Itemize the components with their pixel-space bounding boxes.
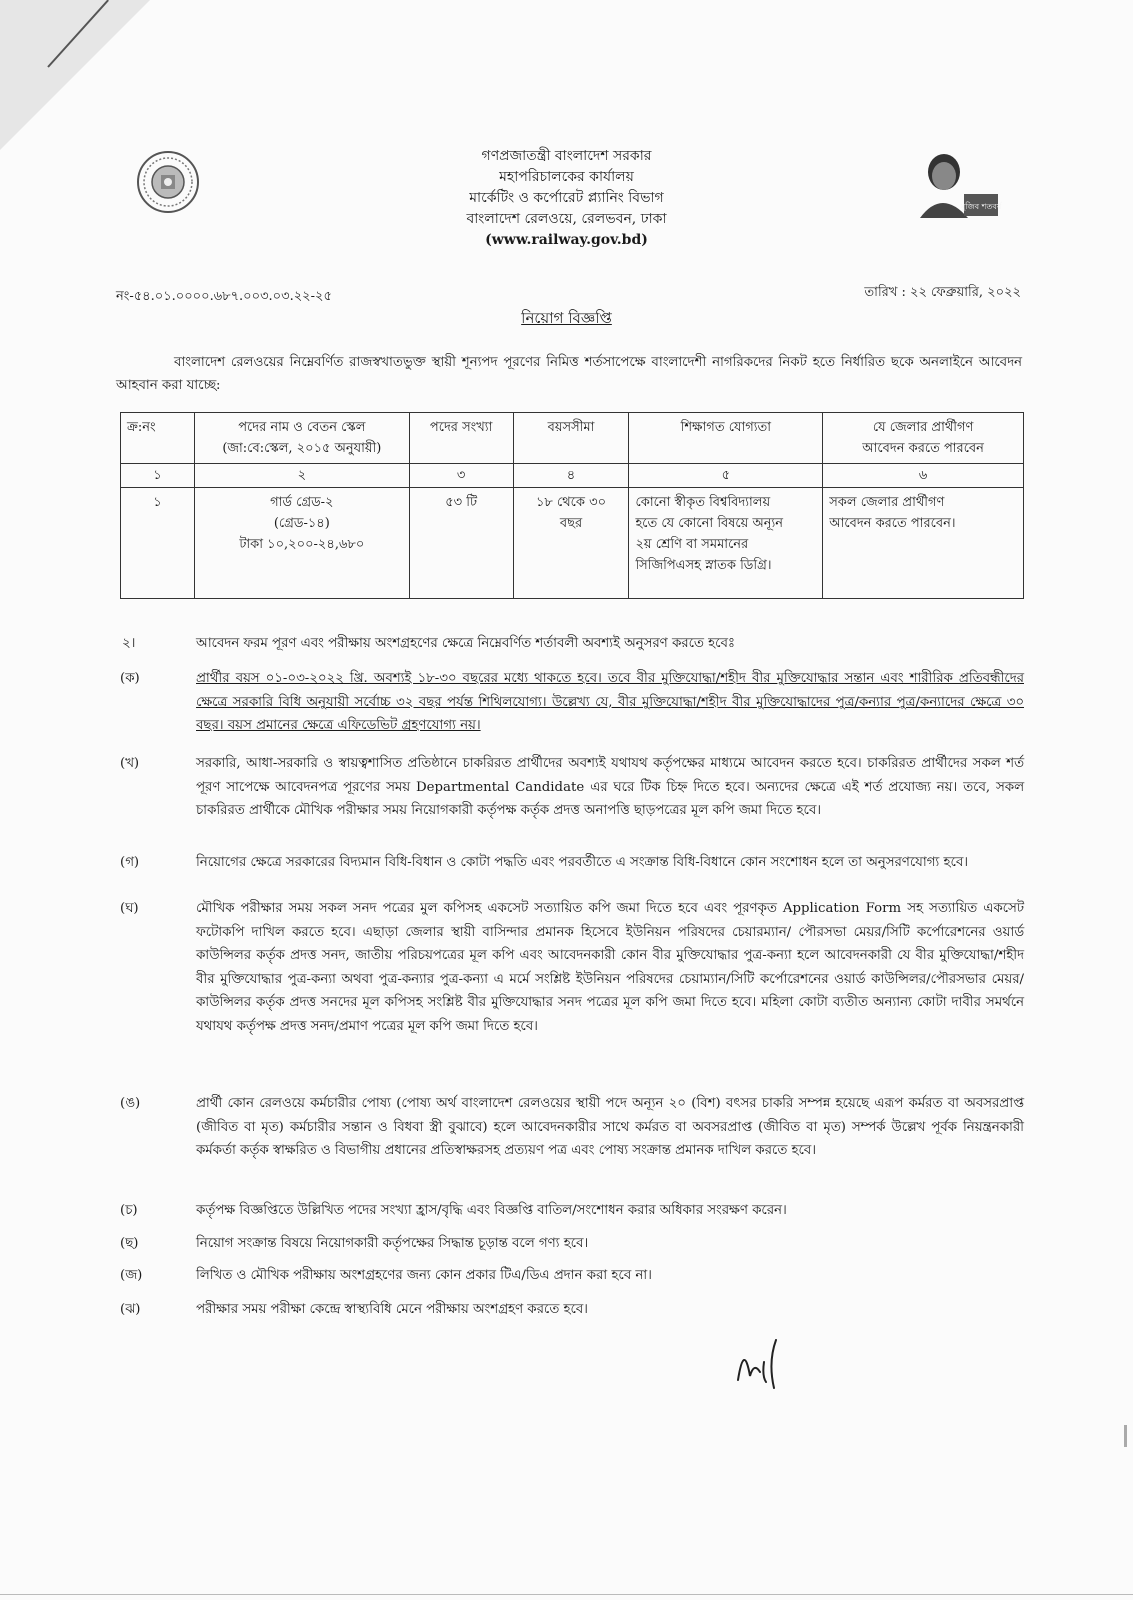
education-line: ২য় শ্রেণি বা সমমানের [635,537,749,552]
education-line: সিজিপিএসহ স্নাতক ডিগ্রি। [635,558,772,573]
table-cell: ৫ [629,464,823,488]
condition-item [120,1092,1024,1163]
condition-item [120,1298,1024,1322]
condition-text: নিয়োগের ক্ষেত্রে সরকারের বিদ্যমান বিধি-বিধান ও কোটা পদ্ধতি এবং পরবর্তীতে এ সংক্রান্ত বিধি-বিধানে কোন সংশোধন হলে তা অনুসরণযোগ্য হবে। [196,855,968,870]
table-cell: ৪ [513,464,629,488]
condition-item [120,851,1024,875]
header-pay-scale: (জা:বে:স্কেল, ২০১৫ অনুযায়ী) [222,441,382,456]
condition-text: পরীক্ষার সময় পরীক্ষা কেন্দ্রে স্বাস্থ্যবিধি মেনে পরীক্ষায় অংশগ্রহণ করতে হবে। [196,1302,588,1317]
condition-text: লিখিত ও মৌখিক পরীক্ষায় অংশগ্রহণের জন্য কোন প্রকার টিএ/ডিএ প্রদান করা হবে না। [196,1268,652,1283]
age-unit: বছর [559,516,583,531]
table-header-row [121,413,1024,464]
condition-label: (চ) [120,1203,138,1218]
condition-item [120,752,1024,823]
scan-edge-mark [1124,1425,1127,1447]
condition-item [120,1264,1024,1288]
signature-mark [730,1332,800,1392]
header-cell-district [823,413,1024,464]
education-line: কোনো স্বীকৃত বিশ্ববিদ্যালয় [635,495,771,510]
notice-title: নিয়োগ বিজ্ঞপ্তি [521,309,612,327]
condition-label: (ঘ) [120,901,139,916]
post-name: গার্ড গ্রেড-২ [270,495,334,510]
table-row [121,488,1024,599]
header-district-line: যে জেলার প্রার্থীগণ [872,420,974,435]
post-grade: (গ্রেড-১৪) [273,516,330,531]
row-count: ৫৩ টি [409,488,513,599]
portrait-caption: মুজিব শতবর্ষ [960,202,1002,211]
header-post-name: পদের নাম ও বেতন স্কেল [238,420,366,435]
condition-text: সরকারি, আধা-সরকারি ও স্বায়ত্বশাসিত প্রতিষ্ঠানে চাকরিরত প্রার্থীদের অবশ্যই যথাযথ কর্তৃপক্ষের মাধ্যমে আবেদন করতে হবে। চাকরিরত প্রার্থীদের সকল শর্ত পূরণ সাপেক্ষে আবেদনপত্র পূরণের সময় Departmental Candidate এর ঘরে টিক চিহ্ন দিতে হবে। অন্যদের ক্ষেত্রে এই শর্ত প্রযোজ্য নয়। তবে, সকল চাকরিরত প্রার্থীকে মৌখিক পরীক্ষার সময় নিয়োগকারী কর্তৃপক্ষ কর্তৃক প্রদত্ত অনাপত্তি ছাড়পত্রের মূল কপি জমা দিতে হবে। [196,756,1024,818]
intro-paragraph: বাংলাদেশ রেলওয়ের নিম্নেবর্ণিত রাজস্বখাতভুক্ত স্থায়ী শূন্যপদ পূরণের নিমিত্ত শর্তসাপেক্ষে বাংলাদেশী নাগরিকদের নিকট হতে নির্ধারিত ছকে অনলাইনে আবেদন আহবান করা যাচ্ছে: [116,355,1022,393]
condition-label: (ঝ) [120,1302,141,1317]
website-link[interactable]: (www.railway.gov.bd) [485,232,648,248]
header-cell-education: শিক্ষাগত যোগ্যতা [629,413,823,464]
office-header [0,146,1133,251]
row-age [513,488,629,599]
condition-label: (গ) [120,855,140,870]
notice-date: তারিখ : ২২ ফেব্রুয়ারি, ২০২২ [864,285,1021,300]
condition-label: (ক) [120,671,140,686]
memo-number: নং-৫৪.০১.০০০০.৬৮৭.০০৩.০৩.২২-২৫ [116,289,332,304]
header-cell-age: বয়সসীমা [513,413,629,464]
condition-label: (ছ) [120,1236,139,1251]
district-line: সকল জেলার প্রার্থীগণ [829,495,945,510]
header-cell-count: পদের সংখ্যা [409,413,513,464]
condition-label: (খ) [120,756,140,771]
row-district [823,488,1024,599]
table-number-row [121,464,1024,488]
district-line: আবেদন করতে পারবেন। [829,516,956,531]
header-line: গণপ্রজাতন্ত্রী বাংলাদেশ সরকার [481,148,652,164]
vacancy-table [120,412,1024,599]
table-cell: ১ [121,464,195,488]
condition-label: (ঙ) [120,1096,141,1111]
page-fold-corner [0,0,150,150]
condition-text: নিয়োগ সংক্রান্ত বিষয়ে নিয়োগকারী কর্তৃপক্ষের সিদ্ধান্ত চূড়ান্ত বলে গণ্য হবে। [196,1236,589,1251]
row-serial: ১ [121,488,195,599]
table-cell: ২ [194,464,409,488]
condition-item [120,1232,1024,1256]
header-district-line: আবেদন করতে পারবেন [862,441,984,456]
row-education [629,488,823,599]
scan-bottom-edge [0,1594,1133,1595]
condition-label: (জ) [120,1268,143,1283]
header-line: বাংলাদেশ রেলওয়ে, রেলভবন, ঢাকা [466,211,667,227]
post-pay: টাকা ১০,২০০-২৪,৬৮০ [239,537,365,552]
education-line: হতে যে কোনো বিষয়ে অন্যূন [635,516,783,531]
header-cell-serial: ক্র:নং [121,413,195,464]
row-post [194,488,409,599]
header-cell-post [194,413,409,464]
header-line: মার্কেটিং ও কর্পোরেট প্ল্যানিং বিভাগ [469,190,664,206]
section-heading: আবেদন ফরম পূরণ এবং পরীক্ষায় অংশগ্রহণের ক্ষেত্রে নিম্নেবর্ণিত শর্তাবলী অবশ্যই অনুসরণ করতে হবেঃ [196,636,735,651]
condition-text: মৌখিক পরীক্ষার সময় সকল সনদ পত্রের মুল কপিসহ একসেট সত্যায়িত কপি জমা দিতে হবে এবং পূরণকৃত Application Form সহ সত্যায়িত একসেট ফটোকপি দাখিল করতে হবে। এছাড়া জেলার স্থায়ী বাসিন্দার প্রমানক হিসেবে ইউনিয়ন পরিষদের চেয়ারম্যান/ পৌরসভা মেয়র/সিটি কর্পোরেশনের ওয়ার্ড কাউন্সিলর কর্তৃক প্রদত্ত সনদ, জাতীয় পরিচয়পত্রের মূল কপি এবং আবেদনকারী কোন বীর মুক্তিযোদ্ধার পুত্র-কন্যা হলে আবেদনকারী যে বীর মুক্তিযোদ্ধা/শহীদ বীর মুক্তিযোদ্ধার পুত্র-কন্যা অথবা পুত্র-কন্যার পুত্র-কন্যা এ মর্মে সংশ্লিষ্ট ইউনিয়ন পরিষদের চেয়াম্যান/সিটি কর্পোরেশনের ওয়ার্ড কাউন্সিলর/পৌরসভার মেয়র/কাউন্সিলর কর্তৃক প্রদত্ত সনদের মূল কপিসহ সংশ্লিষ্ট বীর মুক্তিযোদ্ধার সনদ পত্রের মূল কপি জমা দিতে হবে। মহিলা কোটা ব্যতীত অন্যান্য কোটা দাবীর সমর্থনে যথাযথ কর্তৃপক্ষ প্রদত্ত সনদ/প্রমাণ পত্রের মূল কপি জমা দিতে হবে। [196,901,1024,1034]
condition-text: প্রার্থীর বয়স ০১-০৩-২০২২ খ্রি. অবশ্যই ১৮-৩০ বছরের মধ্যে থাকতে হবে। তবে বীর মুক্তিযোদ্ধা/শহীদ বীর মুক্তিযোদ্ধার সন্তান এবং শারীরিক প্রতিবন্ধীদের ক্ষেত্রে সরকারি বিধি অনুযায়ী সর্বোচ্চ ৩২ বছর পর্যন্ত শিথিলযোগ্য। উল্লেখ্য যে, বীর মুক্তিযোদ্ধা/শহীদ বীর মুক্তিযোদ্ধাদের পুত্র/কন্যার পুত্র/কন্যাদের ক্ষেত্রে ৩০ বছর। বয়স প্রমানের ক্ষেত্রে এফিডেভিট গ্রহণযোগ্য নয়। [196,671,1024,733]
table-cell: ৬ [823,464,1024,488]
condition-item [120,667,1024,738]
age-range: ১৮ থেকে ৩০ [535,495,607,510]
condition-text: কর্তৃপক্ষ বিজ্ঞপ্তিতে উল্লিখিত পদের সংখ্যা হ্রাস/বৃদ্ধি এবং বিজ্ঞপ্তি বাতিল/সংশোধন করার অধিকার সংরক্ষণ করেন। [196,1203,787,1218]
condition-item [120,1199,1024,1223]
header-line: মহাপরিচালকের কার্যালয় [499,169,634,185]
condition-text: প্রার্থী কোন রেলওয়ে কর্মচারীর পোষ্য (পোষ্য অর্থ বাংলাদেশ রেলওয়ের স্থায়ী পদে অন্যূন ২০ (বিশ) বৎসর চাকরি সম্পন্ন হয়েছে এরূপ কর্মরত বা অবসরপ্রাপ্ত (জীবিত বা মৃত) কর্মচারীর সন্তান ও বিধবা স্ত্রী বুঝাবে) হলে আবেদনকারীর সাথে কর্মরত বা অবসরপ্রাপ্ত (জীবিত বা মৃত) সম্পর্ক উল্লেখ পূর্বক নিয়ন্ত্রনকারী কর্মকর্তা কর্তৃক স্বাক্ষরিত ও বিভাগীয় প্রধানের প্রতিস্বাক্ষরসহ প্রত্যয়ণ পত্র এবং পোষ্য সংক্রান্ত প্রমানক দাখিল করতে হবে। [196,1096,1024,1158]
table-cell: ৩ [409,464,513,488]
condition-item [120,897,1024,1038]
section-number: ২। [122,636,136,651]
